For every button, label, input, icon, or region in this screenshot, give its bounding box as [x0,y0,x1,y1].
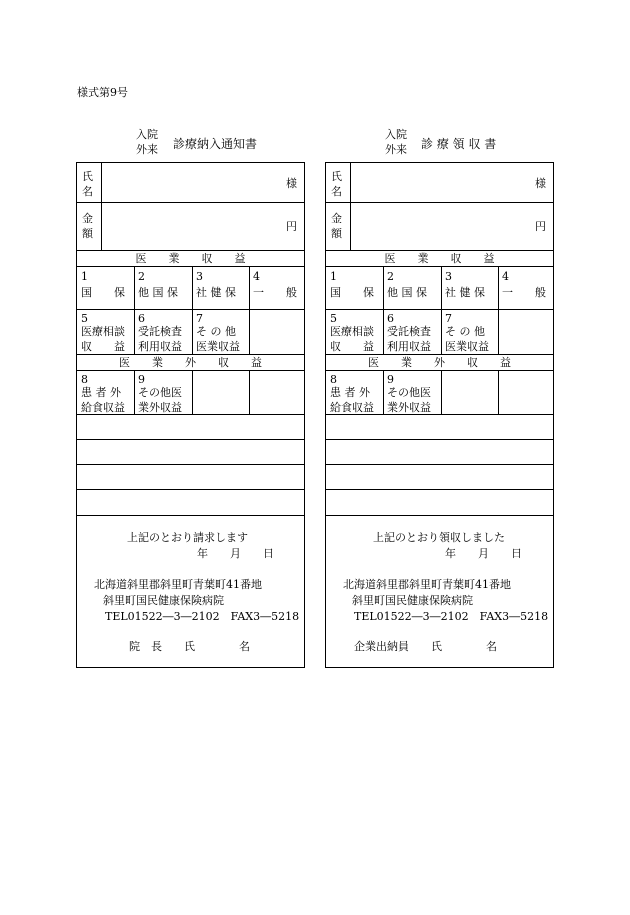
cell-number: 1 [330,270,337,283]
cell-text: 他 国 保 [387,286,427,299]
document-title: 診 療 領 収 書 [421,137,497,151]
cell-number: 9 [138,373,145,386]
cell-text: 他 国 保 [138,286,178,299]
medical-income-header: 医 業 収 益 [135,252,246,265]
cell-text: 受託検査 利用収益 [387,325,431,353]
name-suffix: 様 [286,177,297,190]
non-medical-income-header: 医 業 外 収 益 [119,356,262,369]
cell-number: 8 [330,373,337,386]
amount-suffix: 円 [286,220,297,233]
signature-line: 企業出納員 氏 名 [354,640,497,653]
admission-type-label: 入院 外来 [385,128,407,156]
cell-text: 社 健 保 [196,286,236,299]
document-title: 診療納入通知書 [173,137,258,151]
cell-text: 医療相談 収 益 [330,325,374,353]
statement-text: 上記のとおり請求します [127,531,248,544]
cell-number: 3 [445,270,452,283]
cell-number: 2 [387,270,394,283]
cell-text: 患 者 外 給食収益 [81,386,125,414]
amount-label: 金 額 [331,212,342,240]
hospital-address: 北海道斜里郡斜里町青葉町41番地 [94,578,262,591]
amount-label: 金 額 [82,212,93,240]
non-medical-income-header: 医 業 外 収 益 [368,356,511,369]
form-number: 様式第9号 [77,86,128,99]
cell-number: 7 [445,312,452,325]
statement-text: 上記のとおり領収しました [373,531,505,544]
hospital-phone: TEL01522―3―2102 FAX3―5218 [105,610,300,623]
admission-type-label: 入院 外来 [136,128,158,156]
cell-number: 4 [253,270,260,283]
name-suffix: 様 [535,177,546,190]
cell-number: 5 [81,312,88,325]
receipt-form [325,162,554,668]
cell-number: 6 [387,312,394,325]
cell-text: 国 保 [330,286,374,299]
billing-notice-form [76,162,305,668]
amount-suffix: 円 [535,220,546,233]
cell-text: 受託検査 利用収益 [138,325,182,353]
cell-text: 患 者 外 給食収益 [330,386,374,414]
cell-number: 7 [196,312,203,325]
hospital-name: 斜里町国民健康保険病院 [352,594,473,607]
medical-income-header: 医 業 収 益 [384,252,495,265]
cell-text: 一 般 [502,286,546,299]
cell-text: 社 健 保 [445,286,485,299]
hospital-name: 斜里町国民健康保険病院 [103,594,224,607]
signature-line: 院 長 氏 名 [129,640,250,653]
cell-number: 1 [81,270,88,283]
cell-text: 国 保 [81,286,125,299]
cell-number: 4 [502,270,509,283]
cell-number: 6 [138,312,145,325]
cell-number: 5 [330,312,337,325]
cell-number: 2 [138,270,145,283]
cell-number: 8 [81,373,88,386]
date-line: 年 月 日 [445,547,522,560]
cell-number: 9 [387,373,394,386]
date-line: 年 月 日 [197,547,274,560]
hospital-phone: TEL01522―3―2102 FAX3―5218 [354,610,549,623]
cell-text: その他医 業外収益 [138,386,182,414]
cell-text: そ の 他 医業収益 [445,325,489,353]
cell-text: 一 般 [253,286,297,299]
cell-number: 3 [196,270,203,283]
hospital-address: 北海道斜里郡斜里町青葉町41番地 [343,578,511,591]
name-label: 氏 名 [82,170,93,198]
cell-text: そ の 他 医業収益 [196,325,240,353]
cell-text: その他医 業外収益 [387,386,431,414]
name-label: 氏 名 [331,170,342,198]
cell-text: 医療相談 収 益 [81,325,125,353]
